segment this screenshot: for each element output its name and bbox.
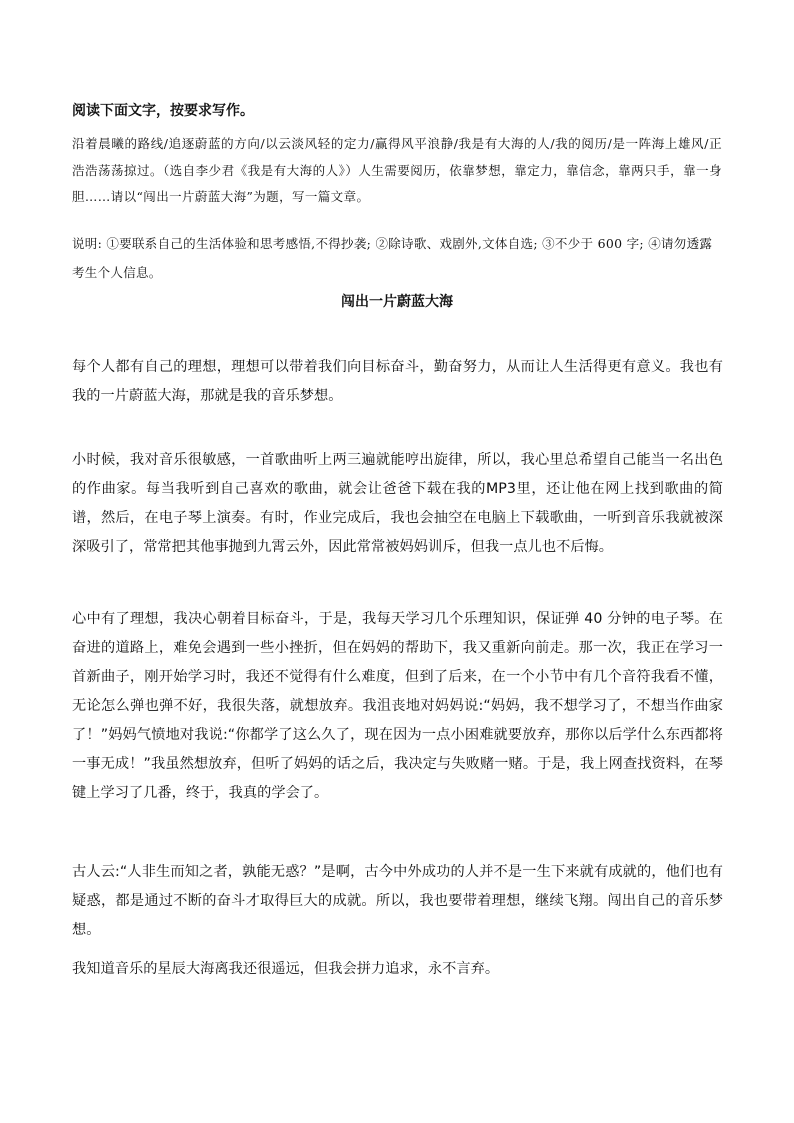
prompt-text: 沿着晨曦的路线/追逐蔚蓝的方向/以云淡风轻的定力/赢得风平浪静/我是有大海的人/我的阅历/是一阵海上雄风/正浩浩荡荡掠过。（选自李少君《我是有大海的人》）人生需要阅历，依靠梦想，靠定力，靠信念，靠两只手，靠一身胆……请以“闯出一片蔚蓝大海”为题，写一篇文章。 — [72, 136, 722, 204]
essay-paragraph-2: 小时候，我对音乐很敏感，一首歌曲听上两三遍就能哼出旋律，所以，我心里总希望自己能当一名出色的作曲家。每当我听到自己喜欢的歌曲，就会让爸爸下载在我的MP3里，还让他在网上找到歌曲的简谱，然后，在电子琴上演奏。有时，作业完成后，我也会抽空在电脑上下载歌曲，一听到音乐我就被深深吸引了，常常把其他事抛到九霄云外，因此常常被妈妈训斥，但我一点儿也不后悔。 — [72, 452, 723, 555]
essay-paragraph-1: 每个人都有自己的理想，理想可以带着我们向目标奋斗，勤奋努力，从而让人生活得更有意义。我也有我的一片蔚蓝大海，那就是我的音乐梦想。 — [72, 359, 723, 404]
writing-instructions: 说明: ①要联系自己的生活体验和思考感悟,不得抄袭; ②除诗歌、戏剧外,文体自选; ③不少于 600 字; ④请勿透露考生个人信息。 — [72, 236, 713, 280]
essay-title: 闯出一片蔚蓝大海 — [341, 294, 453, 310]
essay-paragraph-4: 古人云:“人非生而知之者，孰能无惑？”是啊，古今中外成功的人并不是一生下来就有成就的，他们也有疑惑，都是通过不断的奋斗才取得巨大的成就。所以，我也要带着理想，继续飞翔。闯出自己的音乐梦想。 — [72, 864, 723, 938]
essay-paragraph-3: 心中有了理想，我决心朝着目标奋斗，于是，我每天学习几个乐理知识，保证弹 40 分钟的电子琴。在奋进的道路上，难免会遇到一些小挫折，但在妈妈的帮助下，我又重新向前走。那一次，我正在学习一首新曲子，刚开始学习时，我还不觉得有什么难度，但到了后来，在一个小节中有几个音符我看不懂，无论怎么弹也弹不好，我很失落，就想放弃。我沮丧地对妈妈说:“妈妈，我不想学习了，不想当作曲家了！”妈妈气愤地对我说:“你都学了这么久了，现在因为一点小困难就要放弃，那你以后学什么东西都将一事无成！”我虽然想放弃，但听了妈妈的话之后，我决定与失败赌一赌。于是，我上网查找资料，在琴键上学习了几番，终于，我真的学会了。 — [72, 611, 723, 801]
essay-paragraph-5: 我知道音乐的星辰大海离我还很遥远，但我会拼力追求，永不言弃。 — [72, 961, 500, 977]
prompt-heading: 阅读下面文字，按要求写作。 — [72, 103, 254, 119]
